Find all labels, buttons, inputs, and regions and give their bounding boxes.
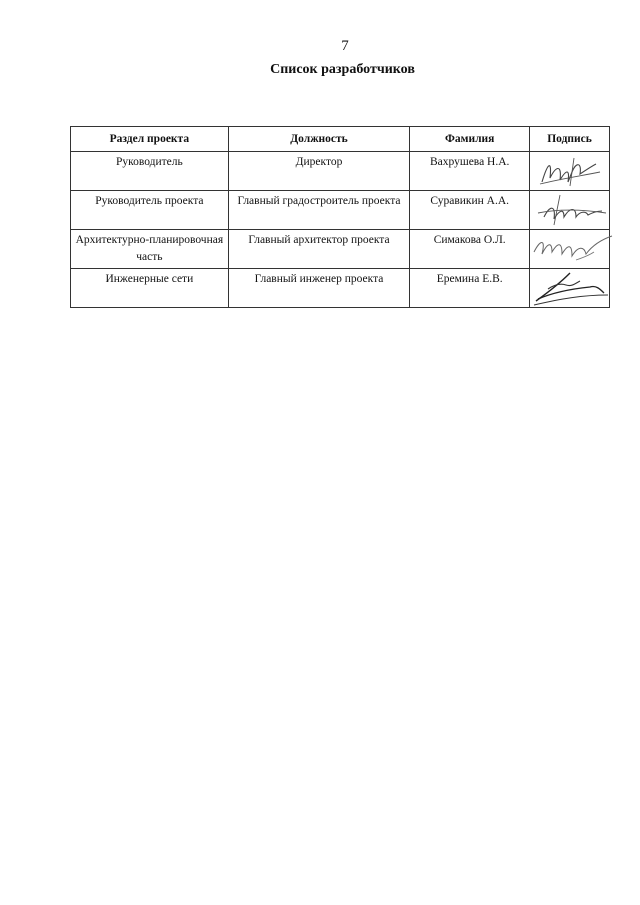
table-row [71, 269, 610, 308]
signature-image [530, 191, 610, 229]
signature-image [530, 152, 610, 190]
cell-position: Главный инженер проекта [228, 269, 410, 308]
cell-section: Руководитель [71, 152, 229, 191]
cell-position: Главный архитектор проекта [228, 230, 410, 269]
header-signature: Подпись [530, 127, 610, 152]
cell-section: Руководитель проекта [71, 191, 229, 230]
table-row [71, 191, 610, 230]
cell-name: Суравикин А.А. [410, 191, 530, 230]
page-number: 7 [341, 38, 349, 54]
cell-position: Главный градостроитель проекта [228, 191, 410, 230]
developers-table [70, 126, 610, 308]
table-row [71, 230, 610, 269]
header-position: Должность [228, 127, 410, 152]
cell-name: Еремина Е.В. [410, 269, 530, 308]
header-name: Фамилия [410, 127, 530, 152]
cell-signature [530, 269, 610, 308]
cell-signature [530, 230, 610, 269]
header-section: Раздел проекта [71, 127, 229, 152]
cell-position: Директор [228, 152, 410, 191]
table-header-row [71, 127, 610, 152]
signature-image [530, 269, 610, 307]
cell-signature [530, 191, 610, 230]
cell-name: Симакова О.Л. [410, 230, 530, 269]
cell-section: Инженерные сети [71, 269, 229, 308]
cell-name: Вахрушева Н.А. [410, 152, 530, 191]
cell-section: Архитектурно-планировочная часть [71, 230, 229, 269]
cell-signature [530, 152, 610, 191]
signature-image [530, 230, 610, 268]
page-title: Список разработчиков [270, 62, 415, 77]
table-row [71, 152, 610, 191]
